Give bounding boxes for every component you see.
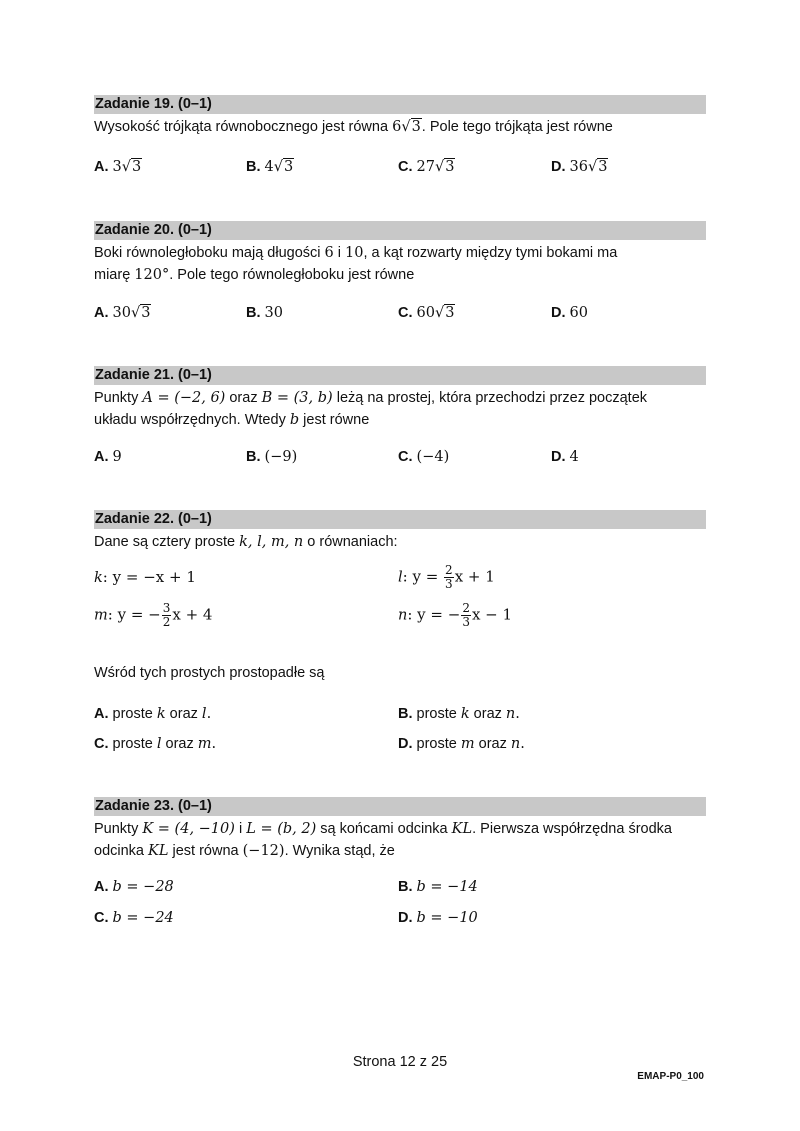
task-20 bbox=[94, 221, 706, 321]
answer-options bbox=[94, 449, 706, 471]
page-number: Strona 12 z 25 bbox=[352, 1054, 448, 1070]
option-a[interactable]: A. 3√3 bbox=[94, 159, 142, 175]
task-header: Zadanie 22. (0–1) bbox=[94, 510, 706, 529]
equations-row-2 bbox=[94, 602, 706, 642]
answer-options bbox=[94, 305, 706, 327]
task-header: Zadanie 19. (0–1) bbox=[94, 95, 706, 114]
option-c[interactable]: C. (−4) bbox=[398, 449, 450, 465]
equation-k: k: y = −x + 1 bbox=[94, 568, 196, 586]
option-c[interactable]: C. 27√3 bbox=[398, 159, 455, 175]
option-a[interactable]: A. 30√3 bbox=[94, 305, 151, 321]
option-d[interactable]: D. 4 bbox=[551, 449, 579, 465]
equations-row-1 bbox=[94, 564, 706, 604]
equation-l: l: y = $\frac{2}{3}$ x + 1 bbox=[398, 563, 495, 591]
equation-n: n: y = − $\frac{2}{3}$ x − 1 bbox=[398, 601, 513, 629]
exam-code: EMAP-P0_100 bbox=[637, 1071, 704, 1082]
task-19 bbox=[94, 95, 706, 175]
task-question: Wśród tych prostych prostopadłe są bbox=[94, 665, 325, 681]
option-c[interactable]: C. proste l oraz m. bbox=[94, 736, 217, 752]
answer-options-row-1 bbox=[94, 706, 706, 728]
option-c[interactable]: C. b = −24 bbox=[94, 910, 174, 926]
answer-options-row-2 bbox=[94, 736, 706, 758]
option-d[interactable]: D. proste m oraz n. bbox=[398, 736, 525, 752]
task-21 bbox=[94, 366, 706, 465]
task-text: Boki równoległoboku mają długości 6 i 10, a kąt rozwarty między tymi bokami ma miarę 120°. Pole tego równoległoboku jest równe bbox=[94, 245, 618, 283]
option-d[interactable]: D. 36√3 bbox=[551, 159, 608, 175]
option-b[interactable]: B. 4√3 bbox=[246, 159, 294, 175]
option-b[interactable]: B. 30 bbox=[246, 305, 283, 321]
task-header: Zadanie 20. (0–1) bbox=[94, 221, 706, 240]
task-23 bbox=[94, 797, 706, 926]
answer-options-row-1 bbox=[94, 879, 706, 901]
option-b[interactable]: B. (−9) bbox=[246, 449, 298, 465]
option-b[interactable]: B. b = −14 bbox=[398, 879, 478, 895]
option-a[interactable]: A. proste k oraz l. bbox=[94, 706, 212, 722]
answer-options bbox=[94, 159, 706, 181]
task-text: Dane są cztery proste k, l, m, n o równaniach: bbox=[94, 534, 398, 550]
task-header: Zadanie 23. (0–1) bbox=[94, 797, 706, 816]
task-22 bbox=[94, 510, 706, 752]
equation-m: m: y = − $\frac{3}{2}$ x + 4 bbox=[94, 601, 213, 629]
task-text: Punkty A = (−2, 6) oraz B = (3, b) leżą na prostej, która przechodzi przez początek układu współrzędnych. Wtedy b jest równe bbox=[94, 390, 648, 428]
task-text: Punkty K = (4, −10) i L = (b, 2) są końcami odcinka KL. Pierwsza współrzędna środka odcinka KL jest równa (−12). Wynika stąd, że bbox=[94, 821, 672, 859]
option-d[interactable]: D. 60 bbox=[551, 305, 588, 321]
task-header: Zadanie 21. (0–1) bbox=[94, 366, 706, 385]
option-b[interactable]: B. proste k oraz n. bbox=[398, 706, 520, 722]
task-text: Wysokość trójkąta równobocznego jest równa 6√3. Pole tego trójkąta jest równe bbox=[94, 119, 613, 135]
option-a[interactable]: A. 9 bbox=[94, 449, 122, 465]
option-a[interactable]: A. b = −28 bbox=[94, 879, 174, 895]
option-c[interactable]: C. 60√3 bbox=[398, 305, 455, 321]
option-d[interactable]: D. b = −10 bbox=[398, 910, 478, 926]
answer-options-row-2 bbox=[94, 910, 706, 932]
